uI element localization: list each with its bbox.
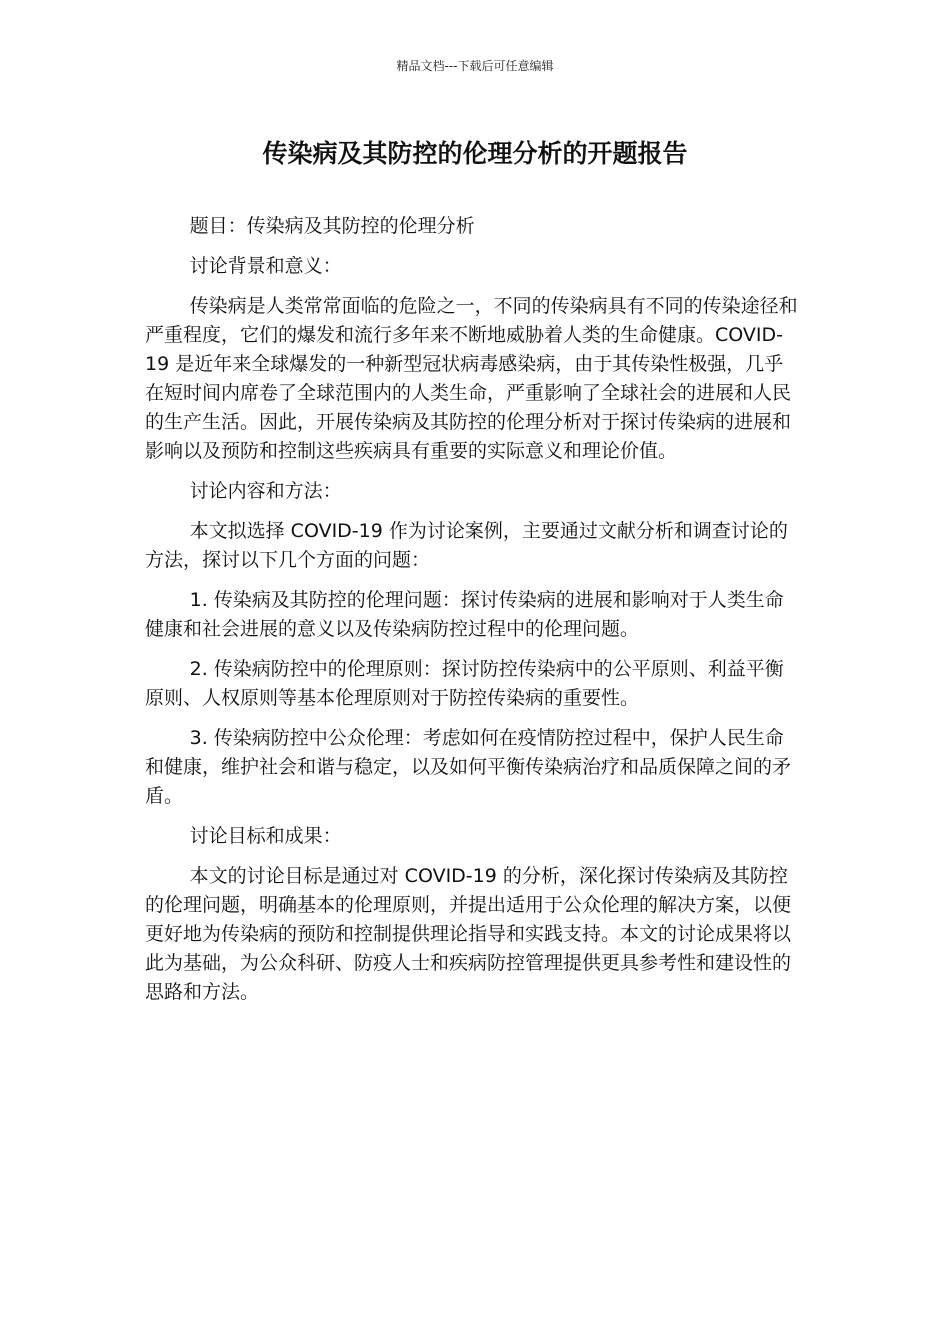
paragraph-topic: 题目：传染病及其防控的伦理分析 <box>189 215 475 237</box>
paragraph-heading-goals: 讨论目标和成果： <box>189 825 342 847</box>
paragraph-goals: 本文的讨论目标是通过对 COVID-19 的分析，深化探讨传染病及其防控的伦理问题，明确基本的伦理原则，并提出适用于公众伦理的解决方案，以便更好地为传染病的预防和控制提供理论指导和实践支持。本文的讨论成果将以此为基础，为公众科研、防疫人士和疾病防控管理提供更具参考性和建设性的思路和方法。 <box>145 865 792 1003</box>
paragraph-heading-background: 讨论背景和意义： <box>189 255 342 277</box>
document-title: 传染病及其防控的伦理分析的开题报告 <box>262 139 688 168</box>
header-note: 精品文档---下载后可任意编辑 <box>396 59 554 73</box>
paragraph-item-3: 3. 传染病防控中公众伦理：考虑如何在疫情防控过程中，保护人民生命和健康，维护社会和谐与稳定，以及如何平衡传染病治疗和品质保障之间的矛盾。 <box>145 727 792 807</box>
document-body <box>145 212 800 1018</box>
paragraph-background: 传染病是人类常常面临的危险之一，不同的传染病具有不同的传染途径和严重程度，它们的爆发和流行多年来不断地威胁着人类的生命健康。COVID-19 是近年来全球爆发的一种新型冠状病毒感染病，由于其传染性极强，几乎在短时间内席卷了全球范围内的人类生命，严重影响了全球社会的进展和人民的生产生活。因此，开展传染病及其防控的伦理分析对于探讨传染病的进展和影响以及预防和控制这些疾病具有重要的实际意义和理论价值。 <box>145 295 798 462</box>
paragraph-content-intro: 本文拟选择 COVID-19 作为讨论案例，主要通过文献分析和调查讨论的方法，探讨以下几个方面的问题： <box>145 520 788 571</box>
paragraph-item-1: 1. 传染病及其防控的伦理问题：探讨传染病的进展和影响对于人类生命健康和社会进展的意义以及传染病防控过程中的伦理问题。 <box>145 589 784 640</box>
paragraph-heading-content: 讨论内容和方法： <box>189 480 342 502</box>
paragraph-item-2: 2. 传染病防控中的伦理原则：探讨防控传染病中的公平原则、利益平衡原则、人权原则等基本伦理原则对于防控传染病的重要性。 <box>145 658 784 709</box>
